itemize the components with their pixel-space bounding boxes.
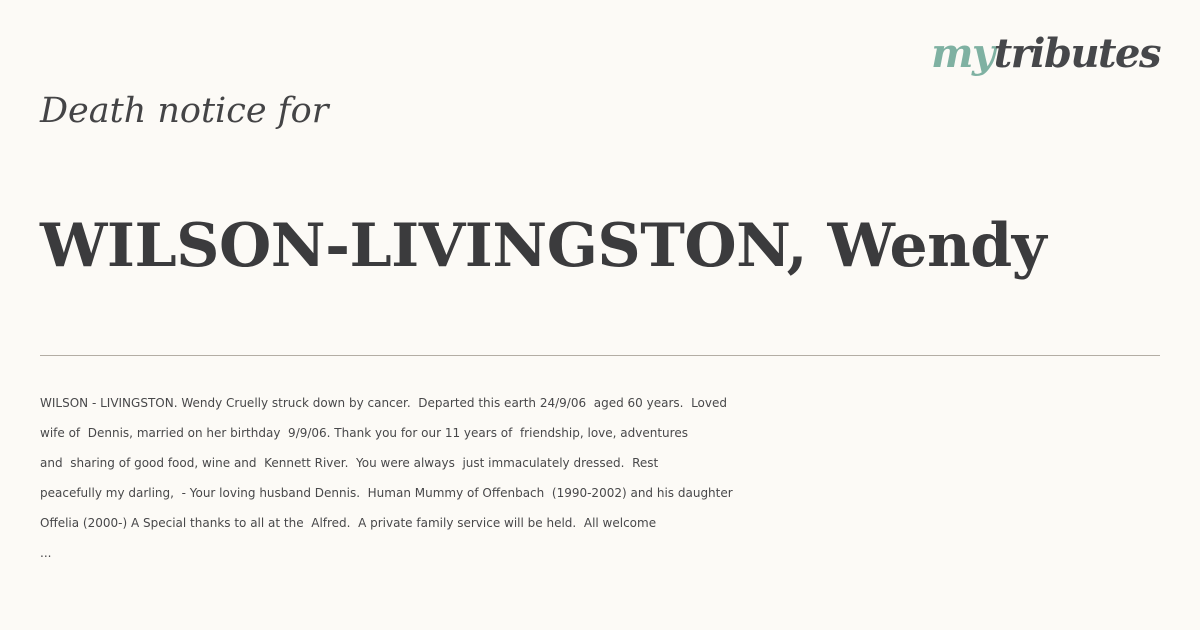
divider	[40, 355, 1160, 356]
notice-text: WILSON - LIVINGSTON. Wendy Cruelly struck down by cancer. Departed this earth 24/9/06 aged 60 years. Loved wife of Dennis, married on her birthday 9/9/06. Thank you for our 11 years of friendship, love, adventures and sharing of good food, wine and Kennett River. You were always just immaculately dressed. Rest peacefully my darling, - Your loving husband Dennis. Human Mummy of Offenbach (1990-2002) and his daughter Offelia (2000-) A Special thanks to all at the Alfred. A private family service will be held. All welcome	[40, 396, 733, 530]
deceased-name-title: WILSON-LIVINGSTON, Wendy	[40, 211, 1047, 281]
page-kicker: Death notice for	[40, 91, 329, 131]
logo-prefix: my	[931, 30, 994, 77]
truncation-ellipsis: ...	[40, 546, 52, 560]
mytributes-logo[interactable]	[931, 30, 1160, 77]
logo-suffix: tributes	[993, 30, 1160, 77]
